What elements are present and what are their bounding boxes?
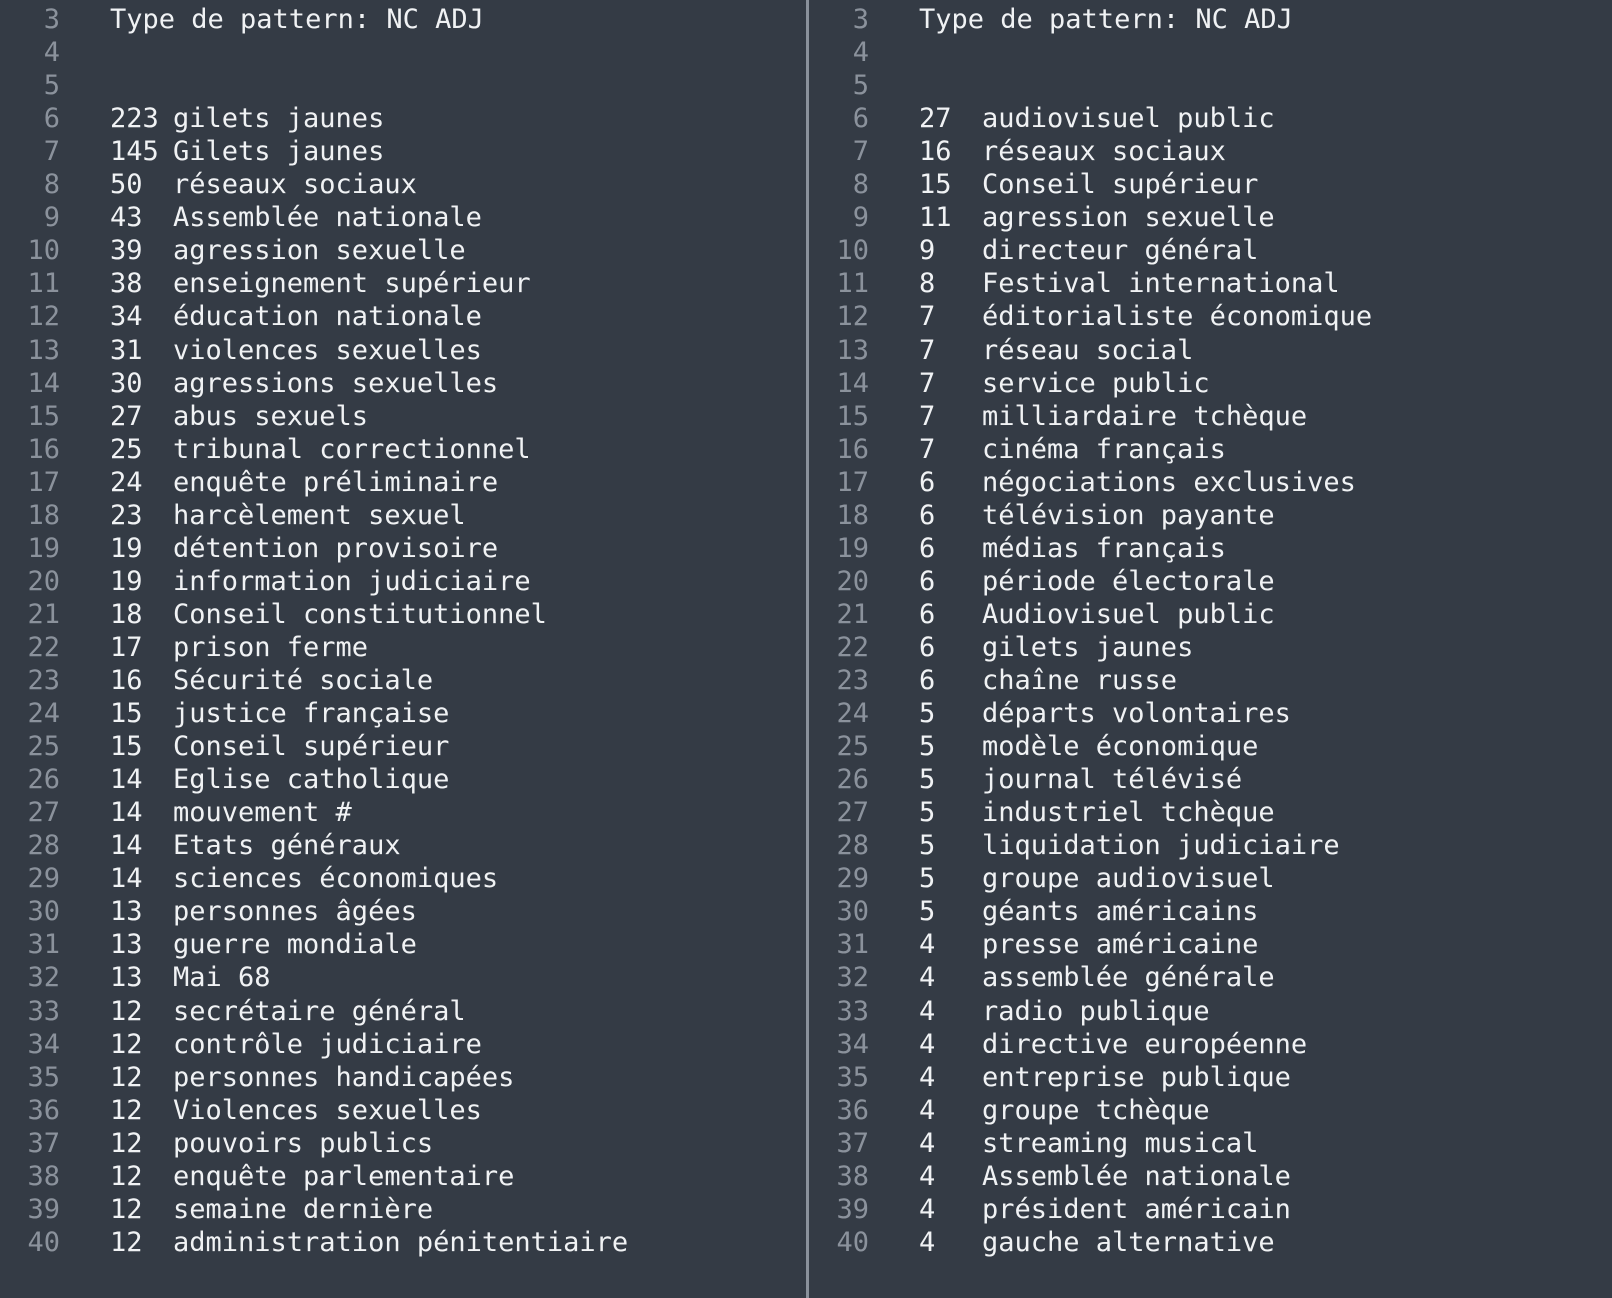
line-number: 18 [27,499,60,531]
frequency-count: 12 [110,1127,143,1159]
phrase-text: cinéma français [982,433,1226,465]
line-number: 38 [27,1160,60,1192]
line-number: 13 [836,334,869,366]
phrase-text: entreprise publique [982,1061,1291,1093]
line-number: 22 [27,631,60,663]
line-number: 29 [27,863,60,895]
phrase-text: Assemblée nationale [982,1160,1291,1192]
frequency-count: 13 [110,929,143,961]
frequency-count: 7 [919,301,936,333]
frequency-count: 19 [110,565,143,597]
line-number: 18 [836,499,869,531]
code-line[interactable] [809,1061,1612,1095]
line-number: 5 [852,70,869,102]
frequency-count: 6 [919,598,936,630]
code-line[interactable] [0,664,806,698]
frequency-count: 12 [110,1160,143,1192]
frequency-count: 5 [919,698,936,730]
code-line[interactable] [809,334,1612,368]
phrase-text: Sécurité sociale [173,665,434,696]
frequency-count: 5 [919,797,936,829]
phrase-text: radio publique [982,995,1210,1027]
code-line[interactable] [809,829,1612,863]
line-number: 32 [27,962,60,994]
line-number: 3 [852,4,869,35]
frequency-count: 24 [110,466,143,498]
code-line[interactable] [0,598,806,632]
line-number: 7 [43,136,60,168]
line-number: 21 [836,598,869,630]
phrase-text: Festival international [982,268,1340,300]
frequency-count: 12 [110,1226,143,1258]
phrase-text: agression sexuelle [173,235,466,267]
line-number: 20 [27,565,60,597]
line-number: 31 [27,929,60,961]
phrase-text: départs volontaires [982,698,1291,730]
line-number: 19 [27,532,60,564]
phrase-text: enseignement supérieur [173,268,531,300]
phrase-text: assemblée générale [982,962,1275,994]
phrase-text: gilets jaunes [173,103,385,135]
code-line[interactable] [809,400,1612,434]
line-number: 9 [43,202,60,234]
phrase-text: enquête préliminaire [173,466,499,498]
line-number: 4 [43,37,60,69]
line-number: 36 [27,1094,60,1126]
code-line[interactable] [809,267,1612,301]
phrase-text: abus sexuels [173,400,369,432]
phrase-text: éditorialiste économique [982,301,1373,333]
frequency-count: 6 [919,466,936,498]
line-number: 35 [27,1061,60,1093]
line-number: 13 [27,334,60,366]
line-number: 12 [27,301,60,333]
code-line[interactable] [0,1061,806,1095]
line-number: 34 [836,1028,869,1060]
frequency-count: 15 [110,731,143,763]
line-number: 24 [836,698,869,730]
code-line[interactable] [0,763,806,797]
frequency-count: 50 [110,169,143,201]
code-line[interactable] [0,895,806,929]
code-line[interactable] [0,829,806,863]
code-line[interactable] [0,499,806,533]
frequency-count: 19 [110,532,143,564]
frequency-count: 13 [110,896,143,928]
frequency-count: 7 [919,433,936,465]
line-number: 38 [836,1160,869,1192]
code-line[interactable] [809,499,1612,533]
code-line[interactable] [809,532,1612,566]
line-number: 39 [27,1193,60,1225]
phrase-text: sciences économiques [173,863,499,895]
phrase-text: Conseil supérieur [173,731,450,763]
code-line[interactable] [809,234,1612,268]
phrase-text: liquidation judiciaire [982,830,1340,862]
code-line[interactable] [0,69,806,103]
phrase-text: détention provisoire [173,532,499,564]
phrase-text: réseaux sociaux [982,136,1226,168]
phrase-text: Assemblée nationale [173,202,482,234]
line-number: 34 [27,1028,60,1060]
phrase-text: agressions sexuelles [173,367,499,399]
line-number: 23 [836,665,869,696]
frequency-count: 4 [919,929,936,961]
phrase-text: Audiovisuel public [982,598,1275,630]
frequency-count: 7 [919,400,936,432]
frequency-count: 30 [110,367,143,399]
code-line[interactable] [0,1160,806,1194]
line-number: 17 [836,466,869,498]
code-line[interactable] [0,201,806,235]
frequency-count: 43 [110,202,143,234]
code-line[interactable] [809,1160,1612,1194]
code-line[interactable] [0,433,806,467]
line-number: 5 [43,70,60,102]
code-line[interactable] [0,1226,806,1260]
code-line[interactable] [809,598,1612,632]
code-line[interactable] [0,36,806,70]
line-number: 11 [836,268,869,300]
code-line[interactable] [0,697,806,731]
line-number: 19 [836,532,869,564]
code-line[interactable] [0,367,806,401]
frequency-count: 4 [919,1061,936,1093]
line-number: 16 [27,433,60,465]
frequency-count: 8 [919,268,936,300]
frequency-count: 5 [919,830,936,862]
line-number: 9 [852,202,869,234]
code-line[interactable] [809,928,1612,962]
code-line[interactable] [0,1193,806,1227]
phrase-text: industriel tchèque [982,797,1275,829]
frequency-count: 223 [110,103,159,135]
frequency-count: 5 [919,764,936,796]
code-line[interactable] [0,961,806,995]
code-line[interactable] [809,664,1612,698]
line-number: 22 [836,631,869,663]
code-line[interactable] [809,862,1612,896]
pattern-type-header: Type de pattern: NC ADJ [110,4,484,35]
phrase-text: télévision payante [982,499,1275,531]
line-number: 30 [836,896,869,928]
phrase-text: personnes handicapées [173,1061,515,1093]
line-number: 15 [27,400,60,432]
phrase-text: milliardaire tchèque [982,400,1308,432]
frequency-count: 12 [110,1193,143,1225]
phrase-text: négociations exclusives [982,466,1356,498]
line-number: 4 [852,37,869,69]
line-number: 39 [836,1193,869,1225]
line-number: 8 [43,169,60,201]
frequency-count: 6 [919,532,936,564]
code-line[interactable] [0,862,806,896]
frequency-count: 27 [919,103,952,135]
phrase-text: géants américains [982,896,1259,928]
line-number: 6 [43,103,60,135]
phrase-text: streaming musical [982,1127,1259,1159]
line-number: 26 [27,764,60,796]
phrase-text: Etats généraux [173,830,401,862]
phrase-text: service public [982,367,1210,399]
line-number: 36 [836,1094,869,1126]
frequency-count: 14 [110,863,143,895]
frequency-count: 4 [919,1127,936,1159]
code-line[interactable] [809,3,1612,37]
frequency-count: 4 [919,1193,936,1225]
frequency-count: 6 [919,631,936,663]
code-line[interactable] [809,631,1612,665]
phrase-text: pouvoirs publics [173,1127,434,1159]
line-number: 10 [27,235,60,267]
code-line[interactable] [0,1127,806,1161]
frequency-count: 9 [919,235,936,267]
frequency-count: 14 [110,764,143,796]
code-line[interactable] [809,796,1612,830]
phrase-text: groupe tchèque [982,1094,1210,1126]
line-number: 28 [27,830,60,862]
line-number: 31 [836,929,869,961]
frequency-count: 14 [110,830,143,862]
phrase-text: audiovisuel public [982,103,1275,135]
frequency-count: 11 [919,202,952,234]
code-line[interactable] [809,730,1612,764]
code-line[interactable] [809,697,1612,731]
line-number: 23 [27,665,60,696]
pattern-type-header: Type de pattern: NC ADJ [919,4,1293,35]
code-line[interactable] [0,928,806,962]
code-line[interactable] [809,763,1612,797]
line-number: 28 [836,830,869,862]
frequency-count: 18 [110,598,143,630]
phrase-text: agression sexuelle [982,202,1275,234]
frequency-count: 4 [919,962,936,994]
line-number: 32 [836,962,869,994]
frequency-count: 4 [919,995,936,1027]
frequency-count: 15 [110,698,143,730]
code-line[interactable] [809,995,1612,1029]
line-number: 8 [852,169,869,201]
phrase-text: information judiciaire [173,565,531,597]
frequency-count: 6 [919,499,936,531]
phrase-text: Gilets jaunes [173,136,385,168]
phrase-text: justice française [173,698,450,730]
code-line[interactable] [0,102,806,136]
code-line[interactable] [809,433,1612,467]
frequency-count: 4 [919,1226,936,1258]
phrase-text: chaîne russe [982,665,1178,696]
frequency-count: 12 [110,1028,143,1060]
code-line[interactable] [0,267,806,301]
line-number: 6 [852,103,869,135]
line-number: 12 [836,301,869,333]
frequency-count: 4 [919,1094,936,1126]
frequency-count: 15 [919,169,952,201]
line-number: 21 [27,598,60,630]
frequency-count: 39 [110,235,143,267]
frequency-count: 4 [919,1160,936,1192]
frequency-count: 4 [919,1028,936,1060]
phrase-text: personnes âgées [173,896,417,928]
frequency-count: 12 [110,995,143,1027]
code-line[interactable] [0,1094,806,1128]
phrase-text: tribunal correctionnel [173,433,531,465]
line-number: 29 [836,863,869,895]
line-number: 27 [836,797,869,829]
line-number: 15 [836,400,869,432]
phrase-text: gilets jaunes [982,631,1194,663]
phrase-text: Violences sexuelles [173,1094,482,1126]
code-line[interactable] [809,1094,1612,1128]
code-line[interactable] [809,565,1612,599]
code-line[interactable] [0,1028,806,1062]
phrase-text: enquête parlementaire [173,1160,515,1192]
phrase-text: semaine dernière [173,1193,434,1225]
line-number: 40 [836,1226,869,1258]
phrase-text: mouvement # [173,797,352,829]
code-line[interactable] [0,334,806,368]
phrase-text: Conseil supérieur [982,169,1259,201]
frequency-count: 27 [110,400,143,432]
code-line[interactable] [0,400,806,434]
frequency-count: 12 [110,1094,143,1126]
phrase-text: prison ferme [173,631,369,663]
code-line[interactable] [0,631,806,665]
code-line[interactable] [809,36,1612,70]
line-number: 14 [27,367,60,399]
frequency-count: 5 [919,896,936,928]
phrase-text: éducation nationale [173,301,482,333]
code-line[interactable] [809,168,1612,202]
line-number: 37 [27,1127,60,1159]
code-line[interactable] [0,135,806,169]
line-number: 7 [852,136,869,168]
line-number: 37 [836,1127,869,1159]
line-number: 26 [836,764,869,796]
code-line[interactable] [0,532,806,566]
frequency-count: 25 [110,433,143,465]
phrase-text: directive européenne [982,1028,1308,1060]
code-line[interactable] [809,961,1612,995]
line-number: 25 [27,731,60,763]
code-line[interactable] [809,69,1612,103]
editor-pane-right[interactable] [809,0,1612,1298]
phrase-text: directeur général [982,235,1259,267]
line-number: 17 [27,466,60,498]
code-line[interactable] [809,466,1612,500]
line-number: 30 [27,896,60,928]
frequency-count: 17 [110,631,143,663]
phrase-text: gauche alternative [982,1226,1275,1258]
frequency-count: 145 [110,136,159,168]
phrase-text: presse américaine [982,929,1259,961]
line-number: 3 [43,4,60,35]
code-line[interactable] [0,796,806,830]
phrase-text: guerre mondiale [173,929,417,961]
phrase-text: médias français [982,532,1226,564]
code-line[interactable] [0,234,806,268]
frequency-count: 16 [919,136,952,168]
phrase-text: réseau social [982,334,1194,366]
code-line[interactable] [0,168,806,202]
code-line[interactable] [809,1193,1612,1227]
phrase-text: secrétaire général [173,995,466,1027]
line-number: 11 [27,268,60,300]
line-number: 20 [836,565,869,597]
frequency-count: 23 [110,499,143,531]
code-line[interactable] [0,3,806,37]
phrase-text: Conseil constitutionnel [173,598,547,630]
frequency-count: 12 [110,1061,143,1093]
code-line[interactable] [809,1226,1612,1260]
phrase-text: harcèlement sexuel [173,499,466,531]
phrase-text: Mai 68 [173,962,271,994]
frequency-count: 5 [919,731,936,763]
line-number: 35 [836,1061,869,1093]
frequency-count: 6 [919,565,936,597]
code-line[interactable] [809,102,1612,136]
phrase-text: période électorale [982,565,1275,597]
line-number: 14 [836,367,869,399]
phrase-text: violences sexuelles [173,334,482,366]
code-line[interactable] [809,135,1612,169]
line-number: 27 [27,797,60,829]
phrase-text: contrôle judiciaire [173,1028,482,1060]
code-line[interactable] [809,1028,1612,1062]
frequency-count: 38 [110,268,143,300]
code-line[interactable] [0,466,806,500]
line-number: 16 [836,433,869,465]
phrase-text: groupe audiovisuel [982,863,1275,895]
phrase-text: modèle économique [982,731,1259,763]
code-line[interactable] [0,565,806,599]
frequency-count: 13 [110,962,143,994]
line-number: 10 [836,235,869,267]
phrase-text: président américain [982,1193,1291,1225]
line-number: 33 [836,995,869,1027]
frequency-count: 14 [110,797,143,829]
frequency-count: 6 [919,665,936,696]
phrase-text: journal télévisé [982,764,1243,796]
line-number: 40 [27,1226,60,1258]
phrase-text: Eglise catholique [173,764,450,796]
frequency-count: 16 [110,665,143,696]
code-line[interactable] [809,201,1612,235]
code-line[interactable] [0,995,806,1029]
phrase-text: administration pénitentiaire [173,1226,629,1258]
code-line[interactable] [809,1127,1612,1161]
code-line[interactable] [0,730,806,764]
code-line[interactable] [809,895,1612,929]
code-line[interactable] [809,367,1612,401]
line-number: 33 [27,995,60,1027]
frequency-count: 5 [919,863,936,895]
code-line[interactable] [0,300,806,334]
phrase-text: réseaux sociaux [173,169,417,201]
frequency-count: 7 [919,334,936,366]
frequency-count: 34 [110,301,143,333]
code-line[interactable] [809,300,1612,334]
line-number: 25 [836,731,869,763]
frequency-count: 7 [919,367,936,399]
frequency-count: 31 [110,334,143,366]
line-number: 24 [27,698,60,730]
